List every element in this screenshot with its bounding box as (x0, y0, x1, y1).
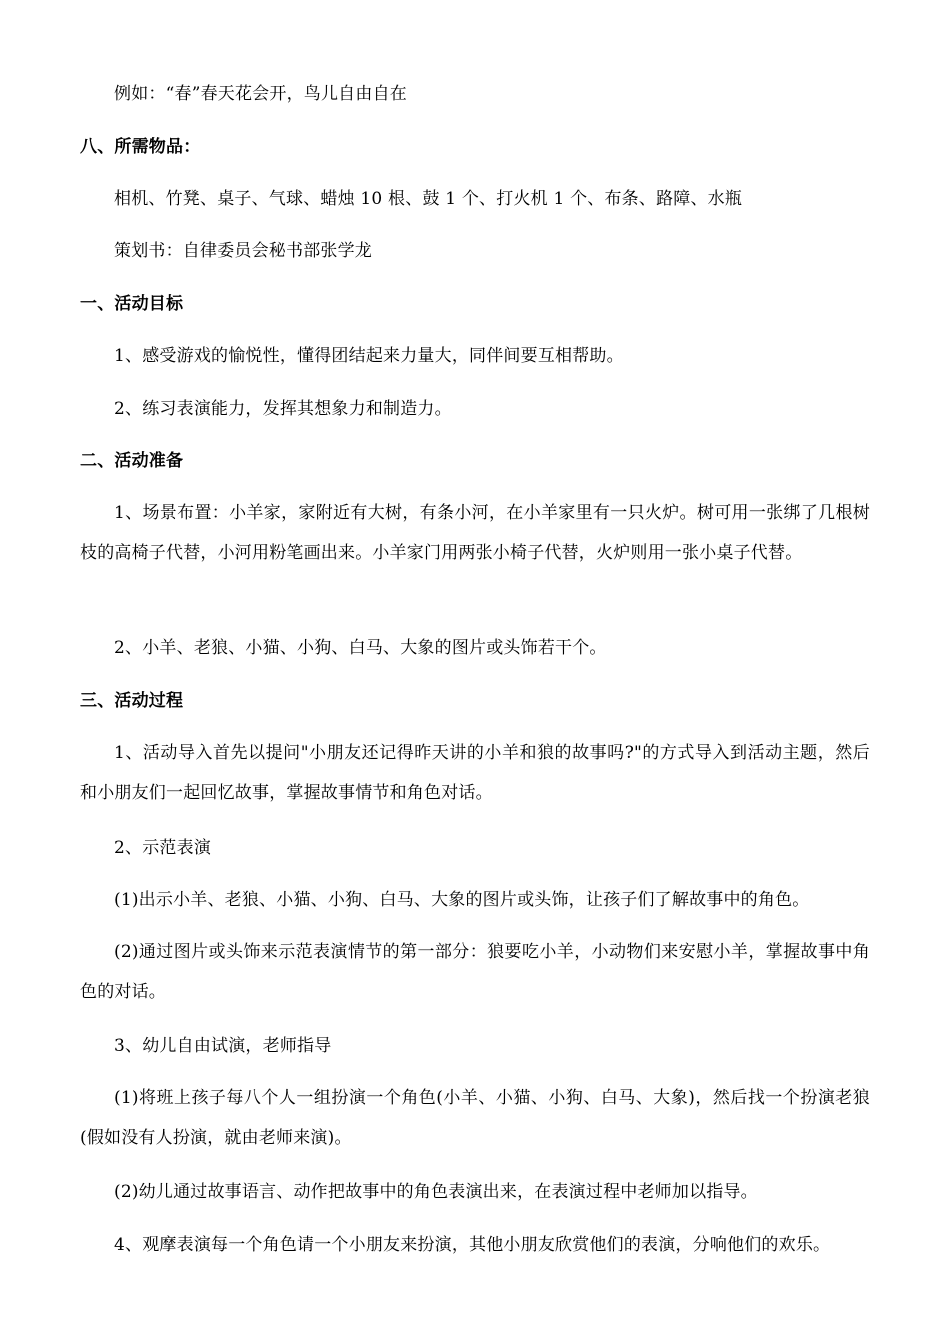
prep-2: 2、小羊、老狼、小猫、小狗、白马、大象的图片或头饰若干个。 (114, 638, 607, 658)
process-3-2: (2)幼儿通过故事语言、动作把故事中的角色表演出来，在表演过程中老师加以指导。 (114, 1182, 758, 1202)
section-1-heading: 一、活动目标 (80, 294, 184, 314)
process-2: 2、示范表演 (114, 838, 212, 858)
process-2-1: (1)出示小羊、老狼、小猫、小狗、白马、大象的图片或头饰，让孩子们了解故事中的角色。 (114, 890, 810, 910)
example-line: 例如：“春”春天花会开，鸟儿自由自在 (114, 84, 407, 104)
planner-line: 策划书：自律委员会秘书部张学龙 (114, 241, 372, 261)
section-8-heading: 八、所需物品： (80, 137, 201, 157)
process-3-1-paragraph: (1)将班上孩子每八个人一组扮演一个角色(小羊、小猫、小狗、白马、大象)，然后找一个扮演老狼(假如没有人扮演，就由老师来演)。 (80, 1088, 870, 1148)
prep-1-paragraph: 1、场景布置：小羊家，家附近有大树，有条小河，在小羊家里有一只火炉。树可用一张绑了几根树枝的高椅子代替，小河用粉笔画出来。小羊家门用两张小椅子代替，火炉则用一张小桌子代替。 (80, 503, 870, 563)
goal-2: 2、练习表演能力，发挥其想象力和制造力。 (114, 399, 452, 419)
section-2-heading: 二、活动准备 (80, 451, 184, 471)
process-4: 4、观摩表演每一个角色请一个小朋友来扮演，其他小朋友欣赏他们的表演，分响他们的欢乐。 (114, 1235, 831, 1255)
goal-1: 1、感受游戏的愉悦性，懂得团结起来力量大，同伴间要互相帮助。 (114, 346, 624, 366)
process-2-2-paragraph: (2)通过图片或头饰来示范表演情节的第一部分：狼要吃小羊，小动物们来安慰小羊，掌握故事中角色的对话。 (80, 942, 870, 1002)
process-1-paragraph: 1、活动导入首先以提问"小朋友还记得昨天讲的小羊和狼的故事吗?"的方式导入到活动主题，然后和小朋友们一起回忆故事，掌握故事情节和角色对话。 (80, 743, 870, 803)
process-3: 3、幼儿自由试演，老师指导 (114, 1036, 332, 1056)
items-line: 相机、竹凳、桌子、气球、蜡烛 10 根、鼓 1 个、打火机 1 个、布条、路障、水瓶 (114, 189, 743, 209)
section-3-heading: 三、活动过程 (80, 691, 184, 711)
